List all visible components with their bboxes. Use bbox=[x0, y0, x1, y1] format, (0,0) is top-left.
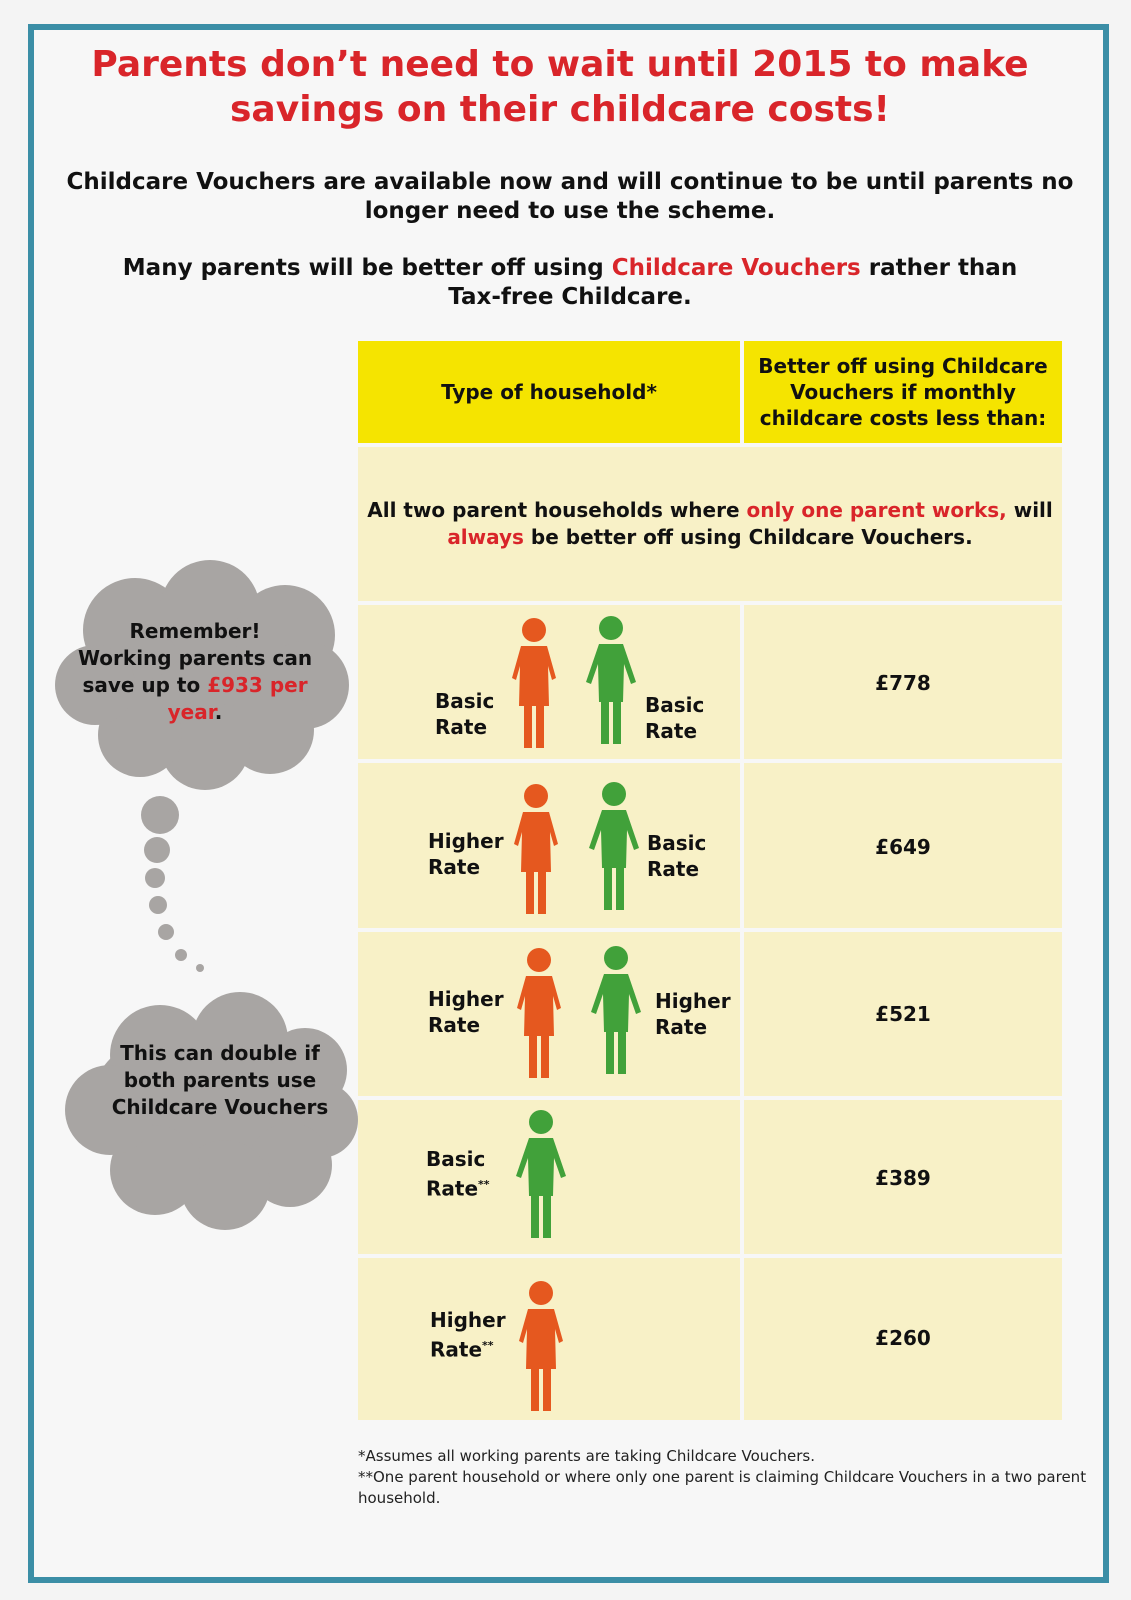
bubble-line: This can double if bbox=[120, 1041, 320, 1065]
green-man-icon bbox=[585, 946, 647, 1076]
remember-bubble-text bbox=[70, 618, 320, 726]
bubble-line: save up to bbox=[82, 673, 208, 697]
label-text: Higher bbox=[430, 1308, 506, 1332]
header-better-off bbox=[744, 341, 1062, 443]
one-parent-works-row bbox=[358, 447, 1062, 601]
intro-para2-line-2: Tax-free Childcare. bbox=[448, 284, 692, 310]
row2-left-label bbox=[428, 828, 504, 880]
title-line-2: savings on their childcare costs! bbox=[230, 89, 890, 130]
table-row-value-cell bbox=[744, 1258, 1062, 1420]
double-asterisk: ** bbox=[478, 1178, 490, 1191]
childcare-vouchers-highlight: Childcare Vouchers bbox=[611, 255, 861, 281]
header-better-off-label: Better off using Childcare Vouchers if monthly childcare costs less than: bbox=[758, 354, 1048, 430]
only-one-parent-highlight: only one parent works, bbox=[746, 498, 1007, 522]
row-text: be better off using Childcare Vouchers. bbox=[523, 525, 973, 549]
table-row-value-cell bbox=[744, 605, 1062, 759]
bubble-line: Working parents can bbox=[77, 646, 313, 670]
savings-amount-highlight: year bbox=[167, 700, 215, 724]
label-text: Basic Rate bbox=[647, 831, 707, 881]
row5-left-label bbox=[430, 1307, 506, 1363]
header-household bbox=[358, 341, 740, 443]
green-man-icon bbox=[580, 616, 642, 746]
row-text: All two parent households where bbox=[367, 498, 747, 522]
row1-left-label bbox=[435, 688, 494, 740]
label-text: Higher Rate bbox=[428, 829, 504, 879]
footnotes bbox=[358, 1446, 1098, 1509]
table-row-value-cell bbox=[744, 763, 1062, 928]
intro-text: Many parents will be better off using bbox=[122, 255, 612, 281]
intro-paragraph-1 bbox=[60, 168, 1080, 226]
value-521: £521 bbox=[875, 1002, 931, 1026]
intro-text: rather than bbox=[860, 255, 1018, 281]
label-text: Rate bbox=[430, 1337, 483, 1362]
orange-woman-icon bbox=[508, 948, 570, 1078]
savings-amount-highlight: £933 per bbox=[207, 673, 308, 697]
green-man-icon bbox=[583, 782, 645, 912]
intro-line-1: Childcare Vouchers are available now and will continue to be until parents no bbox=[66, 169, 1074, 195]
intro-para2-line-1 bbox=[60, 254, 1080, 283]
bubble-line: Childcare Vouchers bbox=[111, 1095, 329, 1119]
footnote-1: *Assumes all working parents are taking Childcare Vouchers. bbox=[358, 1447, 816, 1465]
label-text: Rate bbox=[426, 1176, 479, 1201]
label-text: Higher Rate bbox=[428, 987, 504, 1037]
intro-line-2: longer need to use the scheme. bbox=[364, 198, 776, 224]
one-parent-works-text bbox=[358, 497, 1062, 551]
always-highlight: always bbox=[447, 525, 524, 549]
row3-right-label bbox=[655, 988, 731, 1040]
intro-paragraph-2 bbox=[60, 254, 1080, 312]
value-778: £778 bbox=[875, 671, 931, 695]
label-text: Basic Rate bbox=[645, 693, 705, 743]
value-649: £649 bbox=[875, 835, 931, 859]
footnote-2: **One parent household or where only one parent is claiming Childcare Vouchers in a two parent household. bbox=[358, 1468, 1087, 1507]
row1-right-label bbox=[645, 692, 704, 744]
row4-left-label bbox=[426, 1146, 490, 1202]
row-text: will bbox=[1006, 498, 1053, 522]
bubble-line: both parents use bbox=[123, 1068, 317, 1092]
page-title bbox=[40, 42, 1080, 132]
value-389: £389 bbox=[875, 1166, 931, 1190]
value-260: £260 bbox=[875, 1326, 931, 1350]
label-text: Basic bbox=[426, 1147, 486, 1171]
double-asterisk: ** bbox=[482, 1339, 494, 1352]
row2-right-label bbox=[647, 830, 706, 882]
table-row-value-cell bbox=[744, 1100, 1062, 1254]
bubble-line: . bbox=[214, 700, 223, 724]
double-bubble-text bbox=[95, 1040, 345, 1121]
orange-woman-icon bbox=[510, 1281, 572, 1411]
table-row-value-cell bbox=[744, 932, 1062, 1096]
label-text: Basic Rate bbox=[435, 689, 495, 739]
orange-woman-icon bbox=[505, 784, 567, 914]
label-text: Higher Rate bbox=[655, 989, 731, 1039]
row3-left-label bbox=[428, 986, 504, 1038]
title-line-1: Parents don’t need to wait until 2015 to make bbox=[91, 44, 1029, 85]
green-man-icon bbox=[510, 1110, 572, 1240]
bubble-line: Remember! bbox=[129, 619, 261, 643]
orange-woman-icon bbox=[503, 618, 565, 748]
header-household-label: Type of household* bbox=[441, 380, 657, 404]
